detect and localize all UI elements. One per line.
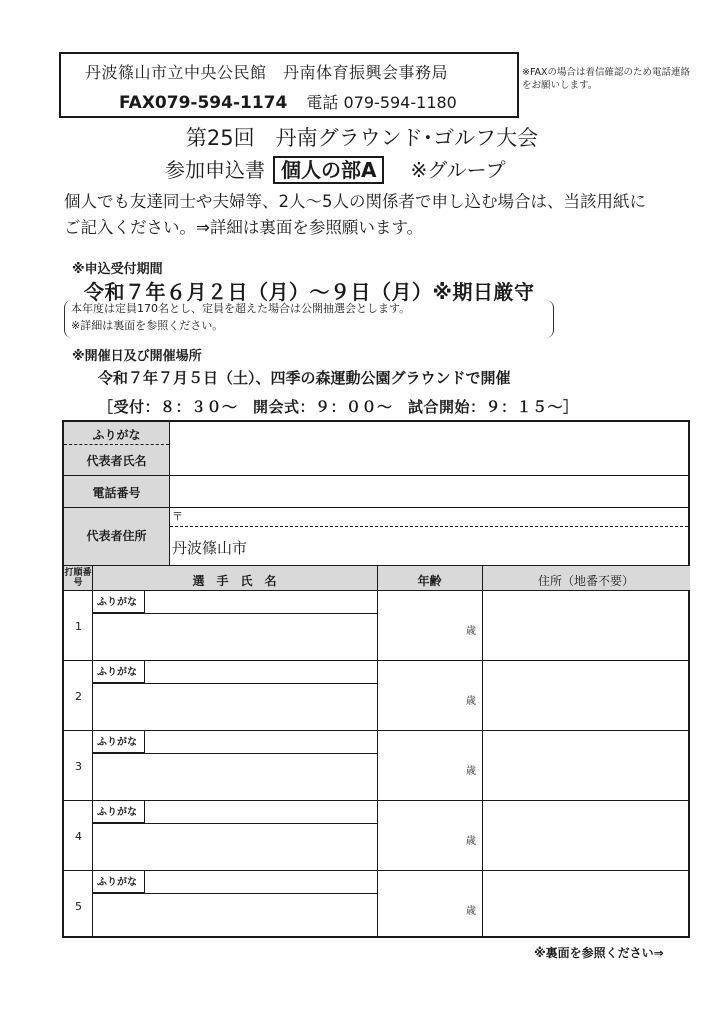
row-number: 1	[75, 620, 82, 633]
row-divider	[64, 565, 688, 566]
footer-note: ※裏面を参照ください⇒	[534, 946, 664, 960]
row-kana-divider	[93, 753, 377, 754]
division-badge: 個人の部A	[273, 156, 384, 184]
age-unit: 歳	[466, 626, 476, 637]
address-label: 代表者住所	[86, 529, 147, 543]
rep-name-label: 代表者氏名	[86, 454, 147, 468]
postal-mark: 〒	[172, 510, 183, 523]
col-order-header: 打順番号	[64, 568, 92, 588]
phone-label: 電話番号	[92, 486, 141, 500]
row-kana-divider	[93, 893, 377, 894]
player-row-divider	[64, 800, 688, 801]
phone-number: 電話 079-594-1180	[306, 93, 457, 112]
fax-number: FAX079-594-1174	[119, 93, 288, 113]
period-label: ※申込受付期間	[72, 262, 163, 277]
application-period: 令和７年６月２日（月）～９日（月）※期日厳守	[84, 280, 535, 304]
furigana-label: ふりがな	[92, 428, 141, 442]
row-divider	[64, 507, 688, 508]
row-kana-divider	[93, 683, 377, 684]
event-label: ※開催日及び開催場所	[72, 349, 202, 364]
row-kana-divider	[93, 613, 377, 614]
event-schedule: ［受付：８：３０～ 開会式：９：００～ 試合開始：９：１５～］	[98, 398, 579, 416]
col-name-header: 選 手 氏 名	[192, 574, 277, 588]
office-contact	[119, 90, 457, 113]
age-unit: 歳	[466, 766, 476, 777]
row-furigana: ふりがな	[93, 591, 145, 613]
furigana-divider	[64, 444, 169, 445]
label-divider	[169, 422, 170, 566]
age-column-divider	[482, 566, 483, 938]
office-contact-box	[59, 52, 519, 118]
row-divider	[64, 590, 688, 591]
city-name: 丹波篠山市	[172, 539, 248, 557]
col-age-header: 年齢	[417, 574, 442, 588]
intro-line-2: ご記入ください。⇒詳細は裏面を参照願います。	[64, 218, 424, 237]
office-name: 丹波篠山市立中央公民館 丹南体育振興会事務局	[85, 63, 449, 82]
row-furigana: ふりがな	[93, 731, 145, 753]
period-note-1: 本年度は定員170名とし、定員を超えた場合は公開抽選会とします。	[71, 302, 411, 315]
row-furigana: ふりがな	[93, 661, 145, 683]
row-kana-divider	[93, 823, 377, 824]
page-title: 第25回 丹南グラウンド･ゴルフ大会	[185, 126, 539, 150]
form-subtitle	[165, 154, 506, 184]
period-note-2: ※詳細は裏面を参照ください。	[71, 319, 224, 332]
period-note	[64, 300, 554, 338]
postal-divider	[170, 526, 688, 527]
row-divider	[64, 475, 688, 476]
age-unit: 歳	[466, 906, 476, 917]
row-furigana: ふりがな	[93, 801, 145, 823]
age-unit: 歳	[466, 696, 476, 707]
subtitle-suffix: ※グループ	[410, 158, 506, 182]
row-number: 3	[75, 760, 82, 773]
name-column-divider	[377, 566, 378, 938]
age-unit: 歳	[466, 836, 476, 847]
fax-note: ※FAXの場合は着信確認のため電話連絡をお願いします。	[522, 67, 691, 91]
player-row-divider	[64, 870, 688, 871]
player-row-divider	[64, 660, 688, 661]
intro-line-1: 個人でも友達同士や夫婦等、2人～5人の関係者で申し込む場合は、当該用紙に	[64, 192, 646, 211]
player-row-divider	[64, 730, 688, 731]
row-number: 5	[75, 900, 82, 913]
event-date-venue: 令和７年７月５日（土）、四季の森運動公園グラウンドで開催	[98, 369, 511, 387]
col-address-header: 住所（地番不要）	[537, 574, 634, 588]
row-number: 2	[75, 690, 82, 703]
application-form	[62, 420, 690, 938]
subtitle-prefix: 参加申込書	[165, 158, 265, 182]
row-furigana: ふりがな	[93, 871, 145, 893]
row-number: 4	[75, 830, 82, 843]
